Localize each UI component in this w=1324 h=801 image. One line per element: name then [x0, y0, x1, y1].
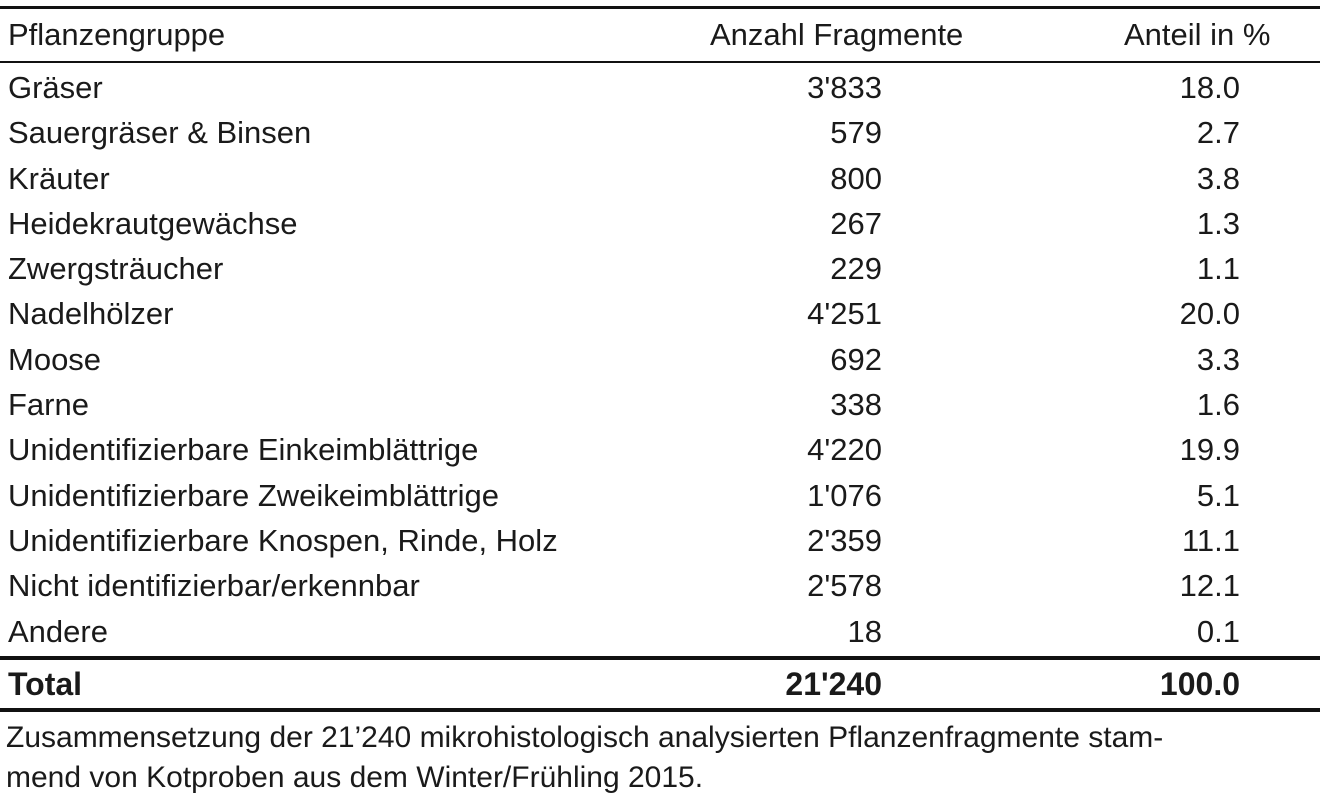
table-row — [0, 156, 1320, 201]
total-count: 21'240 — [785, 665, 882, 702]
table-row — [0, 427, 1320, 472]
row-count: 18 — [847, 613, 882, 649]
header-group: Pflanzengruppe — [8, 17, 226, 52]
row-share: 1.6 — [1196, 387, 1240, 423]
row-group: Unidentifizierbare Einkeimblättrige — [8, 432, 479, 468]
caption-line-1: Zusammensetzung der 21’240 mikrohistologisch analysierten Pflanzenfragmente stam- — [6, 721, 1164, 754]
caption-line-2: mend von Kotproben aus dem Winter/Frühling 2015. — [6, 761, 704, 794]
row-share: 18.0 — [1179, 70, 1240, 105]
table-body — [0, 63, 1320, 656]
row-count: 2'578 — [807, 568, 882, 604]
total-row — [0, 660, 1320, 708]
row-group: Sauergräser & Binsen — [8, 115, 312, 151]
header-count: Anzahl Fragmente — [710, 17, 964, 52]
row-share: 12.1 — [1179, 568, 1240, 604]
row-count: 267 — [830, 205, 882, 241]
row-share: 3.3 — [1196, 341, 1240, 377]
row-count: 800 — [830, 160, 882, 196]
table-caption — [6, 718, 1318, 798]
row-group: Farne — [8, 387, 89, 423]
row-group: Zwergsträucher — [8, 251, 224, 287]
row-group: Kräuter — [8, 160, 110, 196]
table-row — [0, 609, 1320, 654]
data-table — [0, 6, 1320, 712]
table-row — [0, 473, 1320, 518]
table-row — [0, 337, 1320, 382]
row-count: 4'251 — [807, 296, 882, 332]
table-row — [0, 246, 1320, 291]
row-share: 1.3 — [1196, 205, 1240, 241]
row-count: 1'076 — [807, 477, 882, 513]
total-share: 100.0 — [1159, 665, 1240, 702]
table-row — [0, 65, 1320, 110]
total-label: Total — [8, 665, 83, 702]
row-count: 692 — [830, 341, 882, 377]
row-count: 579 — [830, 115, 882, 151]
row-count: 338 — [830, 387, 882, 423]
row-share: 20.0 — [1179, 296, 1240, 332]
row-share: 3.8 — [1196, 160, 1240, 196]
table-row — [0, 563, 1320, 608]
row-group: Heidekrautgewächse — [8, 205, 298, 241]
row-share: 11.1 — [1181, 522, 1240, 558]
row-group: Nadelhölzer — [8, 296, 174, 332]
row-share: 5.1 — [1196, 477, 1240, 513]
row-count: 2'359 — [807, 522, 882, 558]
table-row — [0, 382, 1320, 427]
row-count: 229 — [830, 251, 882, 287]
row-group: Unidentifizierbare Zweikeimblättrige — [8, 477, 500, 513]
row-count: 3'833 — [807, 70, 882, 105]
row-group: Moose — [8, 341, 102, 377]
table-bottom-rule — [0, 708, 1320, 712]
header-share: Anteil in % — [1124, 17, 1271, 52]
row-group: Nicht identifizierbar/erkennbar — [8, 568, 420, 604]
table-row — [0, 291, 1320, 336]
row-group: Andere — [8, 613, 108, 649]
table-row — [0, 518, 1320, 563]
row-share: 2.7 — [1196, 115, 1240, 151]
row-group: Gräser — [8, 70, 103, 105]
table-row — [0, 110, 1320, 155]
table-row — [0, 201, 1320, 246]
row-count: 4'220 — [807, 432, 882, 468]
row-share: 19.9 — [1179, 432, 1240, 468]
row-share: 0.1 — [1196, 613, 1240, 649]
row-share: 1.1 — [1196, 251, 1240, 287]
table-header-row — [0, 9, 1320, 61]
row-group: Unidentifizierbare Knospen, Rinde, Holz — [8, 522, 558, 558]
